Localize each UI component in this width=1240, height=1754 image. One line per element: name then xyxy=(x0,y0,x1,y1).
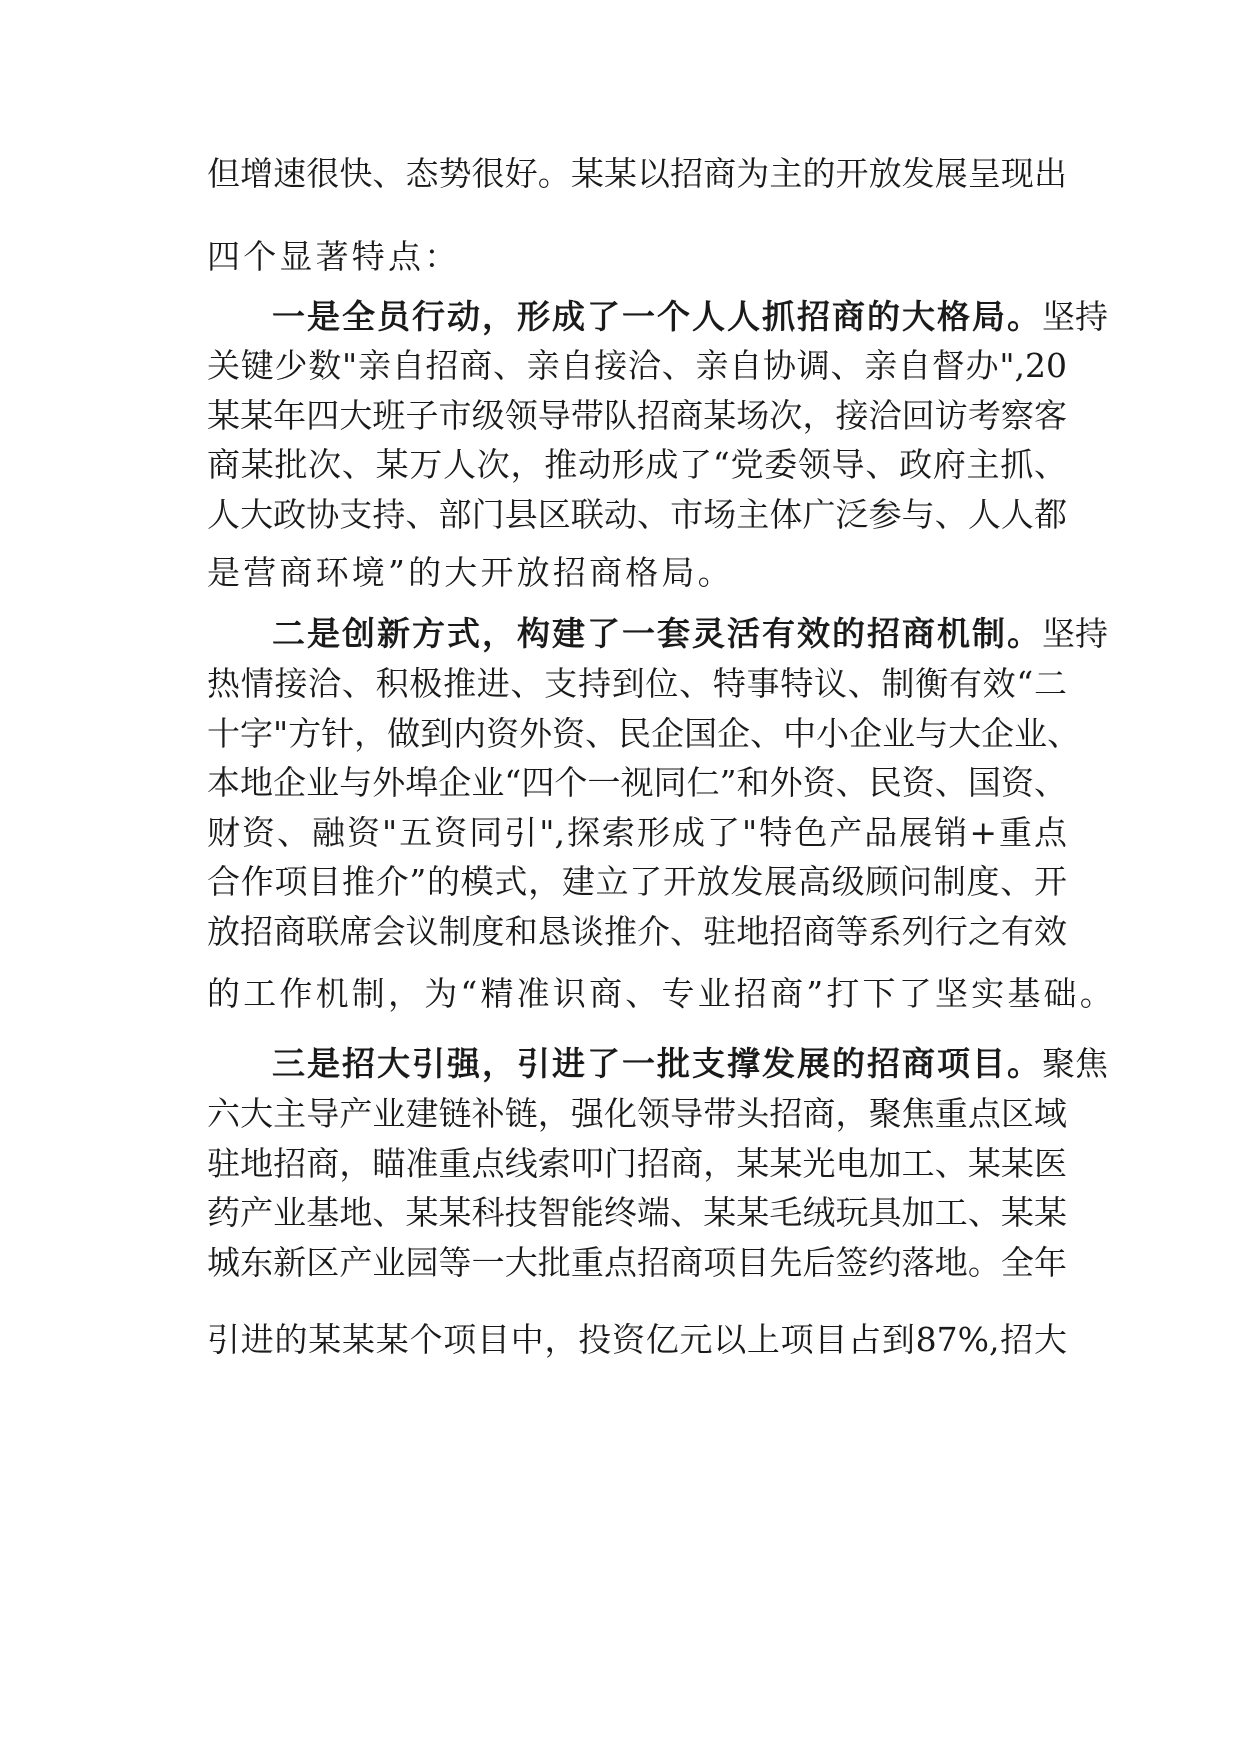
text-line: 引进的某某某个项目中，投资亿元以上项目占到87%,招大 xyxy=(207,1320,1067,1359)
section-3-first-tail: 聚焦 xyxy=(1042,1044,1108,1083)
text-line: 的工作机制，为“精准识商、专业招商”打下了坚实基础。 xyxy=(207,974,1116,1013)
text-line: 是营商环境”的大开放招商格局。 xyxy=(207,553,734,592)
section-2-first-line xyxy=(272,610,1108,658)
text-line: 六大主导产业建链补链，强化领导带头招商，聚焦重点区域 xyxy=(207,1094,1067,1133)
section-1-first-tail: 坚持 xyxy=(1042,297,1108,336)
text-line: 本地企业与外埠企业“四个一视同仁”和外资、民资、国资、 xyxy=(207,763,1067,802)
text-line: 城东新区产业园等一大批重点招商项目先后签约落地。全年 xyxy=(207,1243,1067,1282)
text-line: 合作项目推介”的模式，建立了开放发展高级顾问制度、开 xyxy=(207,862,1067,901)
text-line: 商某批次、某万人次，推动形成了“党委领导、政府主抓、 xyxy=(207,445,1067,484)
text-line: 某某年四大班子市级领导带队招商某场次，接洽回访考察客 xyxy=(207,396,1067,435)
text-line: 关键少数"亲自招商、亲自接洽、亲自协调、亲自督办",20 xyxy=(207,346,1067,385)
text-line: 药产业基地、某某科技智能终端、某某毛绒玩具加工、某某 xyxy=(207,1193,1067,1232)
section-1-heading: 一是全员行动，形成了一个人人抓招商的大格局。 xyxy=(272,297,1042,336)
text-line: 热情接洽、积极推进、支持到位、特事特议、制衡有效“二 xyxy=(207,664,1067,703)
text-line: 放招商联席会议制度和恳谈推介、驻地招商等系列行之有效 xyxy=(207,912,1067,951)
text-line: 驻地招商，瞄准重点线索叩门招商，某某光电加工、某某医 xyxy=(207,1144,1067,1183)
section-1-first-line xyxy=(272,293,1108,341)
text-line: 人大政协支持、部门县区联动、市场主体广泛参与、人人都 xyxy=(207,495,1067,534)
text-line: 四个显著特点： xyxy=(207,237,461,276)
text-line: 十字"方针，做到内资外资、民企国企、中小企业与大企业、 xyxy=(207,714,1081,753)
section-3-first-line xyxy=(272,1040,1108,1088)
section-2-heading: 二是创新方式，构建了一套灵活有效的招商机制。 xyxy=(272,614,1042,653)
text-line: 但增速很快、态势很好。某某以招商为主的开放发展呈现出 xyxy=(207,154,1067,193)
text-line: 财资、融资"五资同引",探索形成了"特色产品展销+重点 xyxy=(207,813,1067,852)
section-2-first-tail: 坚持 xyxy=(1042,614,1108,653)
section-3-heading: 三是招大引强，引进了一批支撑发展的招商项目。 xyxy=(272,1044,1042,1083)
